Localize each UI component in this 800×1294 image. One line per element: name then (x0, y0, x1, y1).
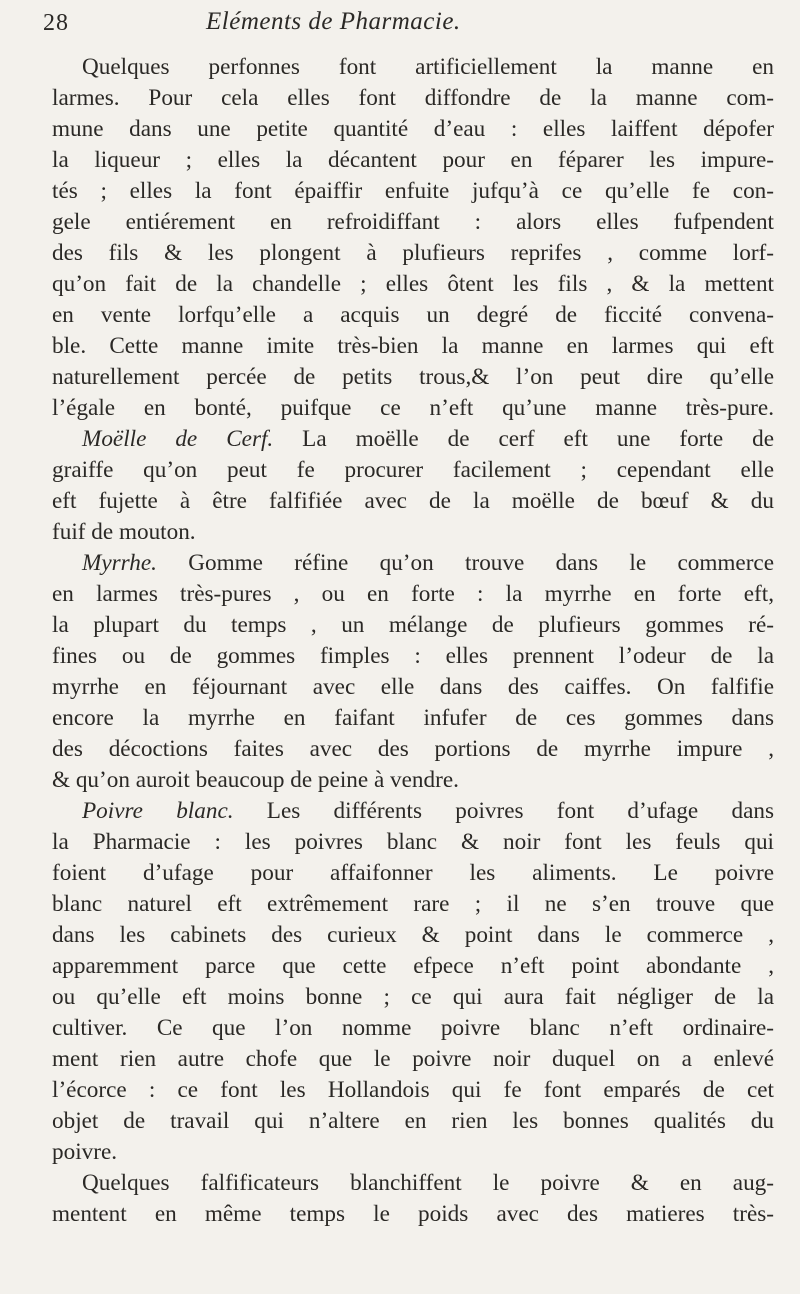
line-text: naturellement percée de petits trous,& l’on peut dire qu’elle (52, 364, 774, 390)
line-text: poivre. (52, 1139, 118, 1165)
line-text: Quelques falfificateurs blanchiffent le poivre & en aug- (82, 1170, 774, 1196)
line-text: fines ou de gommes fimples : elles prennent l’odeur de la (52, 643, 774, 669)
text-line (52, 486, 774, 517)
page-number: 28 (43, 10, 69, 36)
line-text: l’écorce : ce font les Hollandois qui fe font emparés de cet (52, 1077, 774, 1103)
line-text: Gomme réfine qu’on trouve dans le commerce (156, 550, 774, 576)
line-text: myrrhe en féjournant avec elle dans des caiffes. On falfifie (52, 674, 774, 700)
text-line (52, 703, 774, 734)
text-line (52, 455, 774, 486)
page-header (0, 4, 800, 44)
text-line (52, 827, 774, 858)
line-text: & qu’on auroit beaucoup de peine à vendre. (52, 767, 459, 793)
line-text: blanc naturel eft extrêmement rare ; il ne s’en trouve que (52, 891, 774, 917)
line-text: en larmes très-pures , ou en forte : la myrrhe en forte eft, (52, 581, 774, 607)
text-line (52, 579, 774, 610)
text-line (52, 331, 774, 362)
body-text (52, 52, 774, 1230)
text-line (52, 207, 774, 238)
line-text: gele entiérement en refroidiffant : alors elles fufpendent (52, 209, 774, 235)
line-text: des décoctions faites avec des portions de myrrhe impure , (52, 736, 774, 762)
text-line (52, 734, 774, 765)
line-text: apparemment parce que cette efpece n’eft point abondante , (52, 953, 774, 979)
text-line (52, 1137, 774, 1168)
text-line (52, 765, 774, 796)
line-text: la liqueur ; elles la décantent pour en féparer les impure- (52, 147, 774, 173)
line-text: des fils & les plongent à plufieurs reprifes , comme lorf- (52, 240, 774, 266)
text-line (52, 858, 774, 889)
text-line (52, 1168, 774, 1199)
line-text: eft fujette à être falfifiée avec de la moëlle de bœuf & du (52, 488, 774, 514)
text-line (52, 362, 774, 393)
text-line (52, 114, 774, 145)
text-line (52, 393, 774, 424)
text-line (52, 1075, 774, 1106)
line-text: la plupart du temps , un mélange de plufieurs gommes ré- (52, 612, 774, 638)
text-line (52, 145, 774, 176)
text-line (52, 548, 774, 579)
text-line (52, 610, 774, 641)
text-line (52, 517, 774, 548)
line-text: mentent en même temps le poids avec des matieres très- (52, 1201, 774, 1227)
text-line (52, 238, 774, 269)
text-line (52, 300, 774, 331)
text-line (52, 796, 774, 827)
line-text: Quelques perfonnes font artificiellement la manne en (82, 54, 774, 80)
entry-heading: Myrrhe. (82, 550, 157, 576)
text-line (52, 1106, 774, 1137)
running-title: Eléments de Pharmacie. (206, 8, 461, 35)
line-text: ou qu’elle eft moins bonne ; ce qui aura fait négliger de la (52, 984, 774, 1010)
line-text: tés ; elles la font épaiffir enfuite jufqu’à ce qu’elle fe con- (52, 178, 774, 204)
line-text: ble. Cette manne imite très-bien la manne en larmes qui eft (52, 333, 774, 359)
line-text: larmes. Pour cela elles font diffondre de la manne com- (52, 85, 774, 111)
text-line (52, 83, 774, 114)
entry-heading: Moëlle de Cerf. (82, 426, 274, 452)
line-text: la Pharmacie : les poivres blanc & noir font les feuls qui (52, 829, 774, 855)
text-line (52, 269, 774, 300)
text-line (52, 1044, 774, 1075)
line-text: graiffe qu’on peut fe procurer facilement ; cependant elle (52, 457, 774, 483)
line-text: qu’on fait de la chandelle ; elles ôtent les fils , & la mettent (52, 271, 774, 297)
entry-heading: Poivre blanc. (82, 798, 234, 824)
line-text: ment rien autre chofe que le poivre noir duquel on a enlevé (52, 1046, 774, 1072)
text-line (52, 672, 774, 703)
line-text: l’égale en bonté, puifque ce n’eft qu’une manne très-pure. (52, 395, 774, 421)
text-line (52, 920, 774, 951)
line-text: mune dans une petite quantité d’eau : elles laiffent dépofer (52, 116, 774, 142)
text-line (52, 982, 774, 1013)
text-line (52, 641, 774, 672)
text-line (52, 176, 774, 207)
line-text: objet de travail qui n’altere en rien les bonnes qualités du (52, 1108, 774, 1134)
line-text: La moëlle de cerf eft une forte de (273, 426, 774, 452)
text-line (52, 424, 774, 455)
text-line (52, 1013, 774, 1044)
text-line (52, 889, 774, 920)
text-line (52, 52, 774, 83)
line-text: dans les cabinets des curieux & point dans le commerce , (52, 922, 774, 948)
text-line (52, 951, 774, 982)
line-text: encore la myrrhe en faifant infufer de ces gommes dans (52, 705, 774, 731)
line-text: Les différents poivres font d’ufage dans (233, 798, 774, 824)
line-text: fuif de mouton. (52, 519, 196, 545)
line-text: en vente lorfqu’elle a acquis un degré de ficcité convena- (52, 302, 774, 328)
line-text: cultiver. Ce que l’on nomme poivre blanc n’eft ordinaire- (52, 1015, 774, 1041)
line-text: foient d’ufage pour affaifonner les aliments. Le poivre (52, 860, 774, 886)
text-line (52, 1199, 774, 1230)
